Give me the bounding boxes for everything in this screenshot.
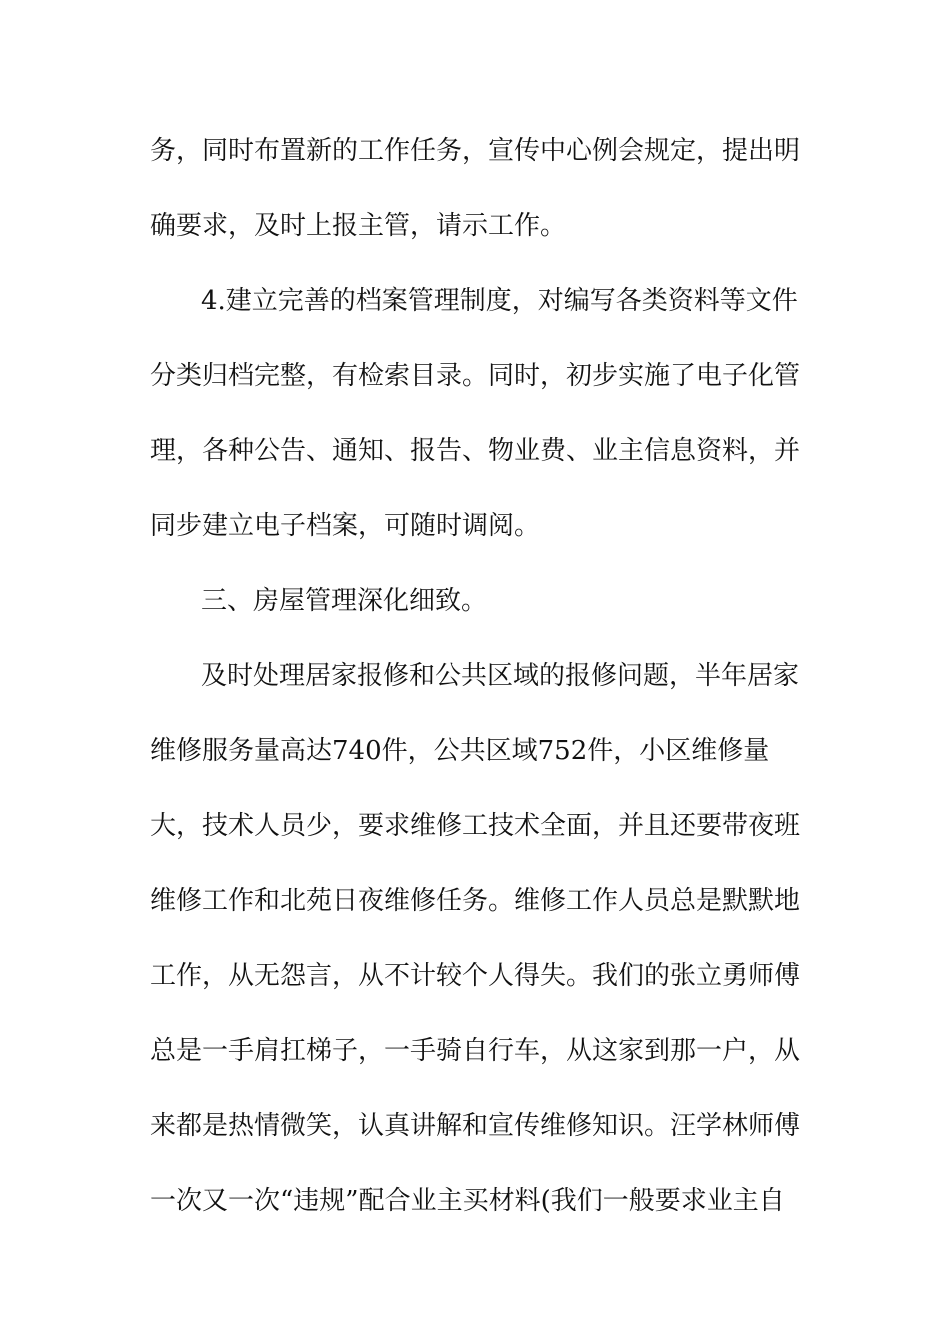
text-line-10: 大，技术人员少，要求维修工技术全面，并且还要带夜班 [150, 811, 801, 841]
text-line-1: 务，同时布置新的工作任务，宣传中心例会规定，提出明 [150, 136, 801, 166]
text-line-15: 一次又一次“违规”配合业主买材料(我们一般要求业主自 [150, 1186, 785, 1216]
paragraph-4-start: 4.建立完善的档案管理制度，对编写各类资料等文件 [201, 286, 798, 316]
section-heading-3: 三、房屋管理深化细致。 [201, 586, 488, 616]
text-line-6: 同步建立电子档案，可随时调阅。 [150, 511, 541, 541]
text-line-14: 来都是热情微笑，认真讲解和宣传维修知识。汪学林师傅 [150, 1111, 801, 1141]
text-line-9: 维修服务量高达740件，公共区域752件，小区维修量 [150, 736, 770, 766]
text-line-13: 总是一手肩扛梯子，一手骑自行车，从这家到那一户，从 [150, 1036, 801, 1066]
text-line-2: 确要求，及时上报主管，请示工作。 [150, 211, 567, 241]
paragraph-repairs-start: 及时处理居家报修和公共区域的报修问题，半年居家 [201, 661, 800, 691]
text-line-11: 维修工作和北苑日夜维修任务。维修工作人员总是默默地 [150, 886, 801, 916]
text-line-5: 理，各种公告、通知、报告、物业费、业主信息资料，并 [150, 436, 801, 466]
text-line-12: 工作，从无怨言，从不计较个人得失。我们的张立勇师傅 [150, 961, 801, 991]
text-line-4: 分类归档完整，有检索目录。同时，初步实施了电子化管 [150, 361, 801, 391]
